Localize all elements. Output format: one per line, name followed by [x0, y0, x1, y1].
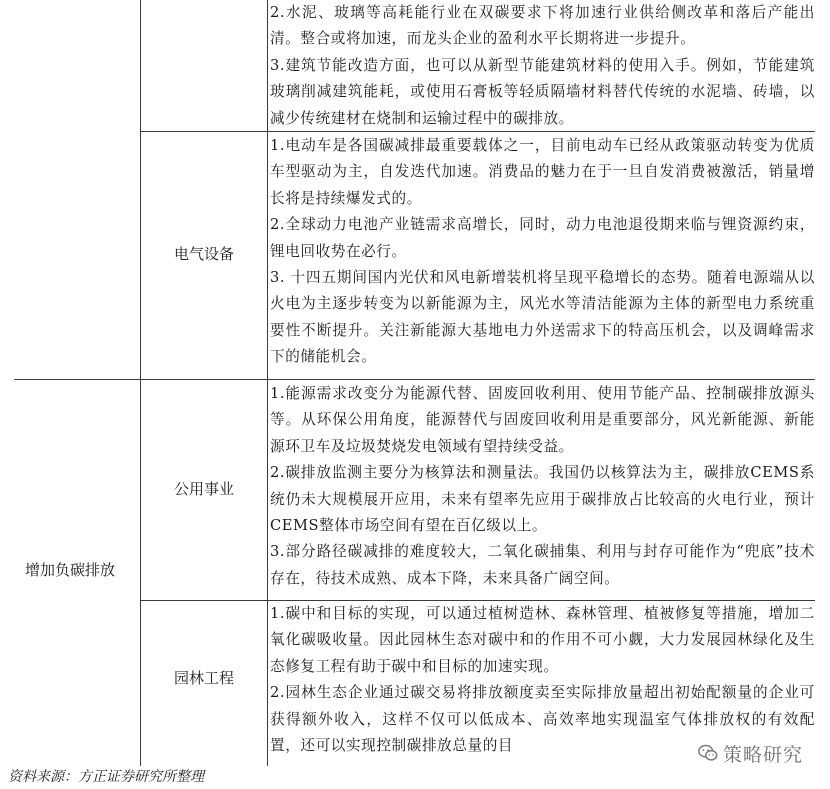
electrical-paragraph-1: 1.电动车是各国碳减排最重要载体之一，目前电动车已经从政策驱动转变为优质车型驱动为主，自发迭代加速。消费品的魅力在于一旦自发消费被激活，销量增长将是持续爆发式的。	[270, 137, 815, 207]
column-divider-sector	[140, 0, 141, 766]
row-divider-electrical-utilities	[14, 379, 815, 380]
sector-landscape-engineering: 园林工程	[173, 669, 234, 687]
watermark	[693, 740, 807, 766]
electrical-paragraph-2: 2.全球动力电池产业链需求高增长，同时，动力电池退役期来临与锂资源约束，锂电回收势在必行。	[270, 216, 815, 260]
landscape-content	[270, 601, 815, 759]
building-paragraph-2: 2.水泥、玻璃等高耗能行业在双碳要求下将加速行业供给侧改革和落后产能出清。整合或将加速，而龙头企业的盈利水平长期将进一步提升。	[270, 4, 815, 48]
electrical-paragraph-3: 3. 十四五期间国内光伏和风电新增装机将呈现平稳增长的态势。随着电源端从以火电为主逐步转变为以新能源为主，风光水等清洁能源为主体的新型电力系统重要性不断提升。关注新能源大基地电力外送需求下的特高压机会，以及调峰需求下的储能机会。	[270, 269, 815, 366]
utilities-content	[270, 381, 815, 592]
watermark-text: 策略研究	[723, 743, 804, 766]
source-note: 资料来源：方正证券研究所整理	[8, 769, 204, 785]
category-increase-negative-emissions: 增加负碳排放	[24, 561, 115, 579]
utilities-paragraph-3: 3.部分路径碳减排的难度较大，二氧化碳捕集、利用与封存可能作为“兜底”技术存在，待技术成熟、成本下降，未来具备广阔空间。	[270, 543, 815, 587]
column-divider-content	[267, 0, 268, 766]
electrical-content	[270, 133, 815, 371]
utilities-paragraph-2: 2.碳排放监测主要分为核算法和测量法。我国仍以核算法为主，碳排放CEMS系统仍未大规模展开应用，未来有望率先应用于碳排放占比较高的火电行业，预计CEMS整体市场空间有望在百亿级以上。	[270, 464, 815, 535]
building-paragraph-3: 3.建筑节能改造方面，也可以从新型节能建筑材料的使用入手。例如，节能建筑玻璃削减建筑能耗，或使用石膏板等轻质隔墙材料替代传统的水泥墙、砖墙，以减少传统建材在烧制和运输过程中的碳排放。	[270, 56, 815, 127]
building-content	[270, 0, 815, 132]
landscape-paragraph-2: 2.园林生态企业通过碳交易将排放额度卖至实际排放量超出初始配额量的企业可获得额外收入，这样不仅可以低成本、高效率地实现温室气体排放权的有效配置，还可以实现控制碳排放总量的目	[270, 684, 815, 755]
sector-electrical-equipment: 电气设备	[173, 245, 234, 263]
sector-utilities: 公用事业	[173, 480, 234, 498]
utilities-paragraph-1: 1.能源需求改变分为能源代替、固废回收利用、使用节能产品、控制碳排放源头等。从环保公用角度，能源替代与固废回收利用是重要部分，风光新能源、新能源环卫车及垃圾焚烧发电领域有望持续受益。	[270, 385, 815, 455]
wechat-icon	[697, 742, 719, 764]
landscape-paragraph-1: 1.碳中和目标的实现，可以通过植树造林、森林管理、植被修复等措施，增加二氧化碳吸收量。因此园林生态对碳中和的作用不可小觑，大力发展园林绿化及生态修复工程有助于碳中和目标的加速实现。	[270, 605, 815, 675]
